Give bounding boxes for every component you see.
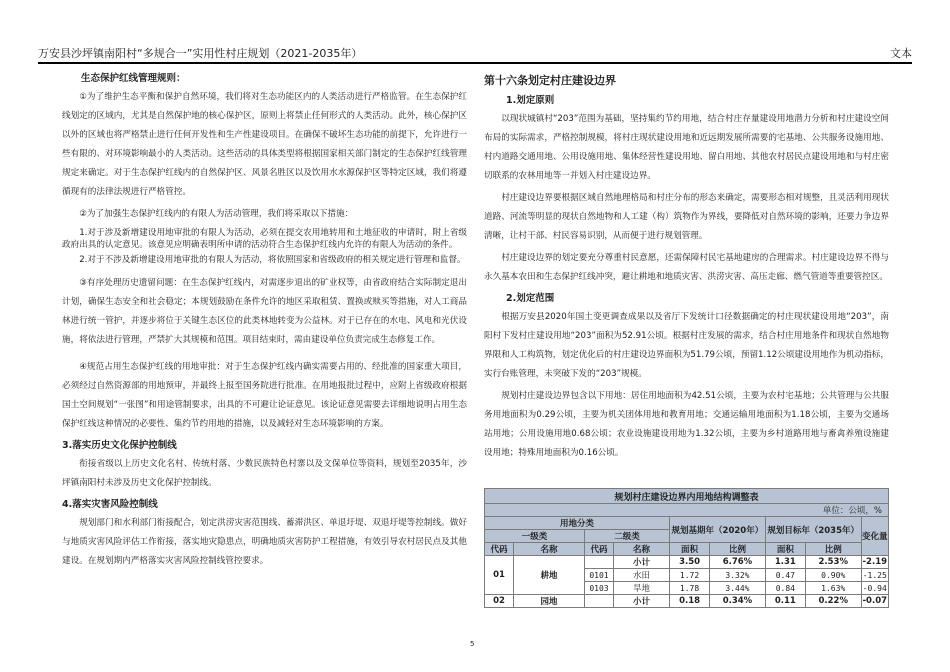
section-heading: 1.划定原则 [506, 95, 555, 106]
paragraph: 2.对于不涉及新增建设用地审批的有限人为活动，将依照国家和省级政府的相关规定进行管理和监督。 [79, 255, 466, 265]
area-cell: 0.84 [765, 582, 805, 595]
header-base-year: 规划基期年（2020年） [670, 517, 766, 543]
name-cell: 水田 [614, 569, 670, 582]
page-header [38, 42, 912, 64]
section-heading: 3.落实历史文化保护控制线 [62, 440, 177, 451]
header-code: 代码 [585, 543, 614, 556]
right-column [484, 70, 889, 466]
header-code: 代码 [485, 543, 514, 556]
table-row [485, 556, 889, 569]
code-cell: 02 [485, 595, 514, 608]
header-target-year: 规划目标年（2035年） [765, 517, 861, 543]
left-column [62, 70, 467, 574]
table-unit: 单位：公顷，% [485, 504, 889, 517]
change-cell: -2.19 [862, 557, 888, 567]
header-level2: 二级类 [585, 530, 670, 543]
page-number: 5 [470, 640, 475, 648]
area-cell: 3.50 [670, 556, 710, 569]
ratio-cell: 6.76% [710, 556, 766, 569]
paragraph: 1.对于涉及新增建设用地审批的有限人为活动，必须在提交农用地转用和土地征收的申请时，附上省级政府出具的认定意见。该意见应明确表明所申请的活动符合生态保护红线内允许的有限人为活动的条件。 [62, 228, 467, 250]
code-cell [585, 595, 614, 608]
paragraph: 以现状城镇村“203”范围为基础，坚持集约节约用地，结合村庄存量建设用地潜力分析和村庄建设空间布局的实际需求，严格控制规模，将村庄现状建设用地和近远期发展所需要的宅基地、公共服务设施用地、村内道路交通用地、公用设施用地、集体经营性建设用地、留白用地、其他农村居民点建设用地和与村庄密切联系的农林用地等一并划入村庄建设边界。 [484, 114, 889, 181]
paragraph: 村庄建设边界的划定要充分尊重村民意愿，还需保障村民宅基地建房的合理需求。村庄建设边界不得与永久基本农田和生态保护红线冲突，避让耕地和地质灾害、洪涝灾害、高压走廊、燃气管道等重要管控区。 [484, 253, 889, 282]
paragraph: 根据万安县2020年国土变更调查成果以及省厅下发统计口径数据确定的村庄现状建设用地“203”，南阳村下发村庄建设用地“203”面积为52.91公顷。根据村庄发展的需求，结合村庄用地条件和现状自然地物界限和人工构筑物，划定优化后的村庄建设边界面积为51.79公顷，预留1.12公顷建设用地作为机动指标，实行台账管理，未突破下发的“203”规模。 [484, 312, 889, 379]
header-name: 名称 [514, 543, 585, 556]
header-area: 面积 [765, 543, 805, 556]
name-cell: 园地 [514, 595, 585, 608]
name-cell: 小计 [614, 595, 670, 608]
paragraph: 规划村庄建设边界包含以下用地：居住用地面积为42.51公顷，主要为农村宅基地；公共管理与公共服务用地面积为0.29公顷，主要为机关团体用地和教育用地；交通运输用地面积为1.18公顷，主要为交通场站用地；公用设施用地0.68公顷；农业设施建设用地为1.32公顷，主要为乡村道路用地与畜禽养殖设施建设用地；特殊用地面积为0.16公顷。 [484, 391, 889, 458]
header-ratio: 比例 [805, 543, 861, 556]
ratio-cell: 1.63% [805, 582, 861, 595]
change-cell: -0.94 [862, 583, 887, 593]
area-cell: 1.72 [670, 569, 710, 582]
ratio-cell: 0.22% [805, 595, 861, 608]
change-cell: -1.25 [862, 570, 887, 580]
section-heading: 生态保护红线管理规则： [81, 73, 186, 84]
paragraph: ①为了维护生态平衡和保护自然环境，我们将对生态功能区内的人类活动进行严格监管。在生态保护红线划定的区域内，尤其是自然保护地的核心保护区，原则上将禁止任何形式的人类活动。此外，核心保护区以外的区域也将严格禁止进行任何开发性和生产性建设项目。在确保不破坏生态功能的前提下，允许进行一些有限的、对环境影响最小的人类活动。这些活动的具体类型将根据国家相关部门制定的生态保护红线管理规定来确定。对于生态保护红线内的自然保护区、风景名胜区以及饮用水水源保护区等特定区域，我们将遵循现有的法律法规进行严格管控。 [62, 92, 467, 197]
name-cell: 旱地 [614, 582, 670, 595]
article-heading: 第十六条划定村庄建设边界 [484, 74, 616, 87]
paragraph: ③有序处理历史遗留问题：在生态保护红线内，对需逐步退出的矿业权等，由省政府结合实际制定退出计划，确保生态安全和社会稳定；本规划鼓励在条件允许的地区采取租赁、置换或赎买等措施，对人工商品林进行统一管护，并逐步将位于关键生态区位的此类林地转变为公益林。对于已存在的水电、风电和光伏设施，将依法进行管理，严禁扩大其规模和范围。项目结束时，需由建设单位负责完成生态修复工作。 [62, 278, 467, 345]
ratio-cell: 2.53% [805, 556, 861, 569]
paragraph: ④规范占用生态保护红线的用地审批：对于生态保护红线内确实需要占用的、经批准的国家重大项目，必须经过自然资源部的用地预审，并最终上报至国务院进行批准。在用地报批过程中，应附上省级政府根据国土空间规划“一张图”和用途管制要求，出具的不可避让论证意见。该论证意见需要去详细地说明占用生态保护红线这种情况的必要性、集约节约用地的措施，以及减轻对生态环境影响的方案。 [62, 362, 467, 429]
header-level1: 一级类 [485, 530, 585, 543]
area-cell: 0.11 [765, 595, 805, 608]
change-cell: -0.07 [862, 596, 888, 606]
name-cell: 小计 [614, 556, 670, 569]
header-category: 用地分类 [485, 517, 670, 530]
header-area: 面积 [670, 543, 710, 556]
code-cell [585, 556, 614, 569]
paragraph: 规划部门和水利部门衔接配合，划定洪涝灾害范围线、蓄滞洪区、单退圩堤、双退圩堤等控制线。做好与地质灾害风险评估工作衔接，落实地灾隐患点，明确地质灾害防护工程措施，有效引导农村居民点及其他建设。在规划期内严格落实灾害风险控制线管控要求。 [62, 518, 467, 566]
code-cell: 01 [485, 556, 514, 595]
area-cell: 0.18 [670, 595, 710, 608]
code-cell: 0101 [585, 569, 614, 582]
header-ratio: 比例 [710, 543, 766, 556]
paragraph: 衔接省级以上历史文化名村、传统村落、少数民族特色村寨以及文保单位等资料，规划至2035年，沙坪镇南阳村未涉及历史文化保护控制线。 [62, 459, 467, 488]
code-cell: 0103 [585, 582, 614, 595]
section-heading: 2.划定范围 [506, 293, 555, 304]
name-cell: 耕地 [514, 556, 585, 595]
ratio-cell: 0.34% [710, 595, 766, 608]
area-cell: 1.78 [670, 582, 710, 595]
ratio-cell: 0.90% [805, 569, 861, 582]
header-label: 文本 [890, 47, 912, 60]
header-change: 变化量 [861, 517, 888, 556]
land-use-table [484, 488, 889, 608]
ratio-cell: 3.44% [710, 582, 766, 595]
header-name: 名称 [614, 543, 670, 556]
section-heading: 4.落实灾害风险控制线 [62, 499, 158, 510]
paragraph: 村庄建设边界要根据区域自然地理格局和村庄分布的形态来确定，需要形态相对规整，且灵活利用现状道路、河流等明显的现状自然地物和人工建（构）筑物作为界线，要降低对自然环境的影响，还要力争边界清晰，让村干部、村民容易识别，从而便于进行规划管理。 [484, 193, 889, 241]
table-row [485, 595, 889, 608]
document-title: 万安县沙坪镇南阳村“多规合一”实用性村庄规划（2021-2035年） [38, 47, 363, 60]
area-cell: 1.31 [765, 556, 805, 569]
ratio-cell: 3.32% [710, 569, 766, 582]
table-title: 规划村庄建设边界内用地结构调整表 [485, 489, 889, 504]
area-cell: 0.47 [765, 569, 805, 582]
paragraph: ②为了加强生态保护红线内的有限人为活动管理，我们将采取以下措施： [79, 209, 354, 219]
